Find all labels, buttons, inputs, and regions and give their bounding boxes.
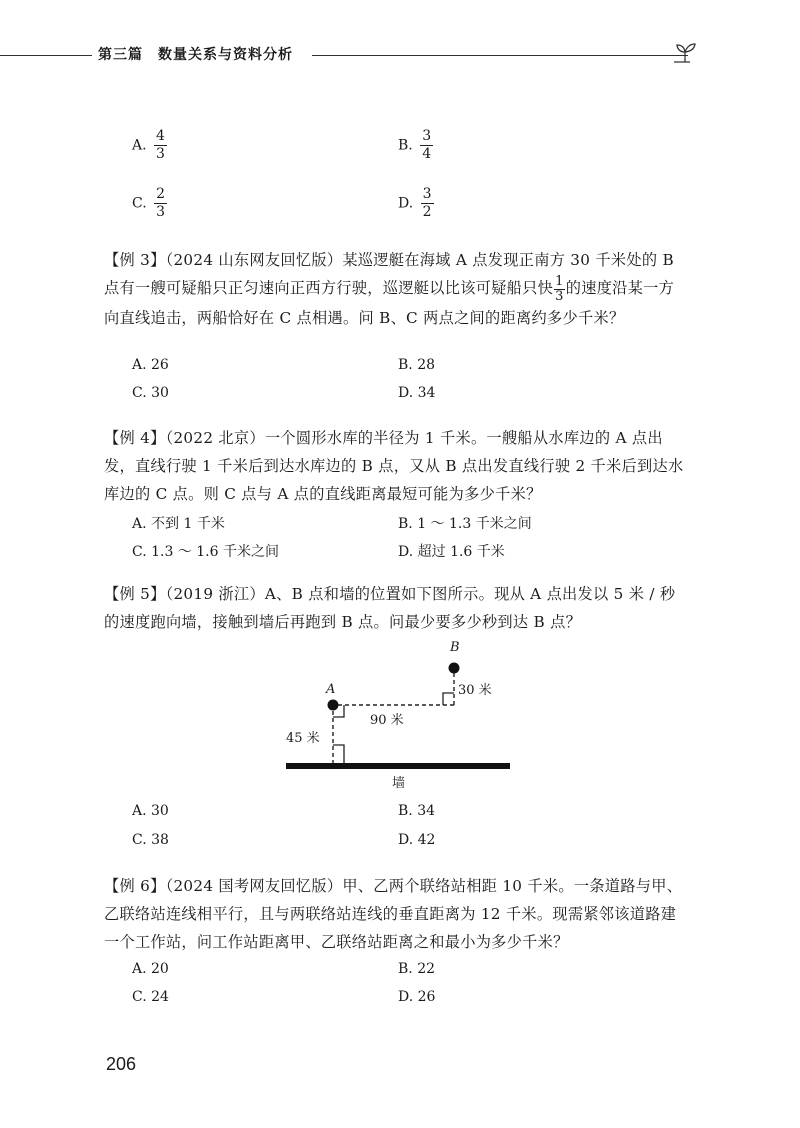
header-title: 第三篇 数量关系与资料分析 [98,47,293,63]
fraction [421,186,434,221]
example-5-option-b: B. 34 [398,803,436,819]
example-5-option-a: A. 30 [132,803,169,819]
fraction-numerator: 3 [422,186,432,202]
example-4-option-d: D. 超过 1.6 千米 [398,544,505,560]
example-3-option-d: D. 34 [398,385,436,401]
label-30m: 30 米 [458,683,492,698]
page-number: 206 [106,1054,137,1074]
q2-option-b [398,128,433,163]
fraction-numerator: 2 [156,186,166,202]
example-4-option-a: A. 不到 1 千米 [132,516,225,532]
wall-diagram [250,635,550,805]
wall [286,763,510,769]
fraction-denominator: 2 [422,204,432,220]
text-line: 的速度跑向墙，接触到墙后再跑到 B 点。问最少要多少秒到达 B 点？ [104,613,582,631]
label-90m: 90 米 [370,713,404,728]
point-a [328,700,339,711]
example-3-option-c: C. 30 [132,385,169,401]
fraction [154,186,167,221]
fraction-denominator: 4 [422,146,432,162]
label-b: B [450,640,460,655]
example-6-option-c: C. 24 [132,989,169,1005]
example-4-option-b: B. 1 ～ 1.3 千米之间 [398,516,532,532]
header-rule-right [312,55,688,56]
example-6-option-d: D. 26 [398,989,436,1005]
example-5-text [104,580,704,636]
fraction [154,128,167,163]
text-line [104,274,704,304]
text-line: 乙联络站连线相平行，且与两联络站连线的垂直距离为 12 千米。现需紧邻该道路建 [104,905,677,923]
fraction-numerator: 4 [156,128,165,144]
text-line: 【例 4】（2022 北京）一个圆形水库的半径为 1 千米。一艘船从水库边的 A 点出 [104,429,663,447]
example-4-option-c: C. 1.3 ～ 1.6 千米之间 [132,544,279,560]
fraction-denominator: 3 [555,288,564,304]
running-header [0,40,800,70]
example-5-option-c: C. 38 [132,832,169,848]
text-span: 点有一艘可疑船只正匀速向正西方行驶，巡逻艇以比该可疑船只快 [104,279,554,297]
option-letter: A. [132,137,147,154]
example-6-option-a: A. 20 [132,961,169,977]
fraction-denominator: 3 [156,146,165,162]
q2-option-c [132,186,167,221]
text-line: 【例 5】（2019 浙江）A、B 点和墙的位置如下图所示。现从 A 点出发以 5 米 / 秒 [104,585,676,603]
header-rule-left [0,55,92,56]
fraction [554,275,565,304]
text-line: 一个工作站，问工作站距离甲、乙联络站距离之和最小为多少千米？ [104,933,569,951]
text-span: 的速度沿某一方 [565,279,675,297]
example-3-option-a: A. 26 [132,357,169,373]
right-angle-mark-b [443,693,454,705]
fraction-denominator: 3 [156,204,166,220]
example-4-text [104,424,704,508]
fraction-numerator: 3 [422,128,432,144]
option-letter: B. [398,137,413,154]
option-letter: D. [398,195,414,212]
q2-option-d [398,186,434,221]
text-line: 【例 3】（2024 山东网友回忆版）某巡逻艇在海域 A 点发现正南方 30 千米处的 B [104,251,674,269]
label-a: A [326,682,336,697]
right-angle-mark-wall [333,745,344,763]
text-line: 【例 6】（2024 国考网友回忆版）甲、乙两个联络站相距 10 千米。一条道路与甲、 [104,877,683,895]
q2-option-a [132,128,167,163]
example-6-text [104,872,704,956]
point-b [449,663,460,674]
text-line: 库边的 C 点。则 C 点与 A 点的直线距离最短可能为多少千米？ [104,485,542,503]
fraction [420,128,433,163]
text-line: 向直线追击，两船恰好在 C 点相遇。问 B、C 两点之间的距离约多少千米？ [104,308,625,327]
text-line: 发，直线行驶 1 千米后到达水库边的 B 点，又从 B 点出发直线行驶 2 千米后到达水 [104,457,684,475]
sprout-icon [672,40,698,66]
example-6-option-b: B. 22 [398,961,436,977]
example-3-text [104,246,704,332]
example-3-option-b: B. 28 [398,357,436,373]
fraction-numerator: 1 [555,273,564,289]
label-wall: 墙 [392,776,406,791]
example-5-option-d: D. 42 [398,832,436,848]
label-45m: 45 米 [286,731,320,746]
option-letter: C. [132,195,147,212]
